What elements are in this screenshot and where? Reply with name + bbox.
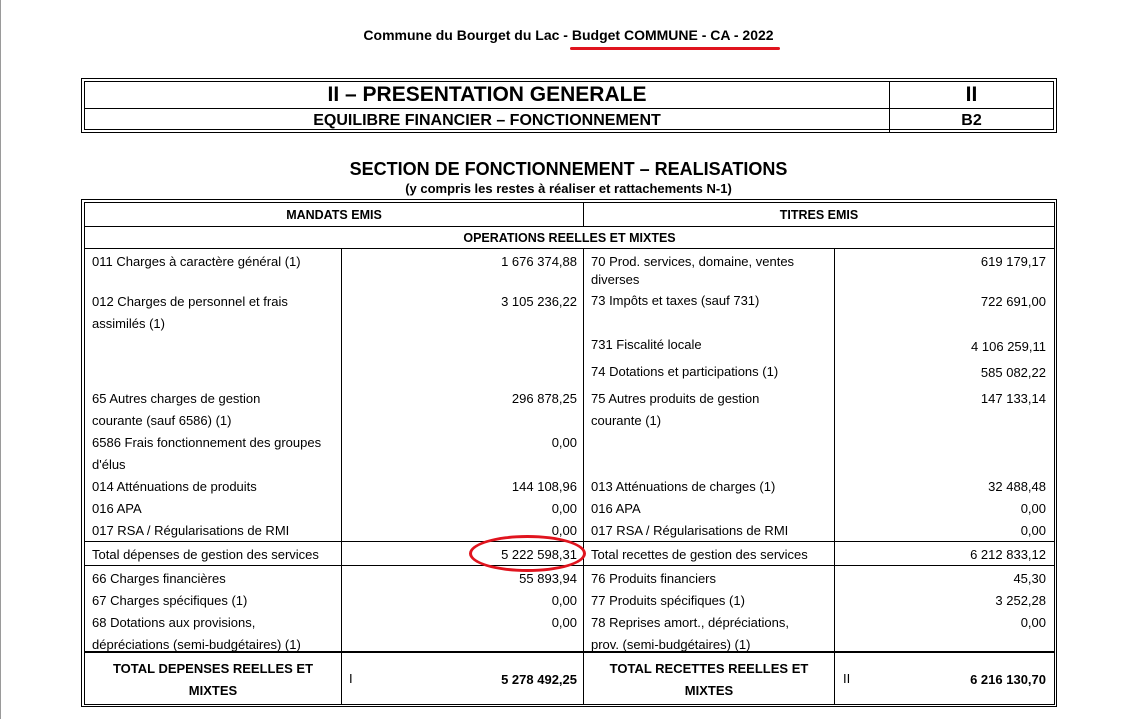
total-recettes-reelles-label-line2: MIXTES — [684, 683, 734, 698]
fonctionnement-table — [84, 202, 1055, 705]
total-recettes-reelles-value: 6 216 130,70 — [970, 672, 1046, 687]
left-item-value: 0,00 — [551, 593, 577, 608]
right-item-value: 147 133,14 — [980, 391, 1046, 406]
right-item-label-line2: prov. (semi-budgétaires) (1) — [591, 637, 751, 652]
left-item-value: 144 108,96 — [511, 479, 577, 494]
right-item-value: 3 252,28 — [995, 593, 1046, 608]
total-depenses-roman: I — [349, 671, 353, 686]
highlight-ellipse — [469, 535, 586, 572]
left-item-label: 017 RSA / Régularisations de RMI — [92, 523, 290, 538]
total-recettes-gestion-value: 6 212 833,12 — [970, 547, 1046, 562]
right-item-label: 78 Reprises amort., dépréciations, — [591, 615, 789, 630]
section-subtitle: (y compris les restes à réaliser et rattachements N-1) — [405, 181, 732, 196]
left-item-label: 67 Charges spécifiques (1) — [92, 593, 248, 608]
page-left-border — [0, 0, 1, 719]
right-item-value: 585 082,22 — [980, 365, 1046, 380]
left-item-value: 0,00 — [551, 523, 577, 538]
left-item-label-line2: courante (sauf 6586) (1) — [92, 413, 232, 428]
left-item-label-line2: dépréciations (semi-budgétaires) (1) — [92, 637, 301, 652]
document-title — [0, 26, 1137, 44]
right-item-label: 70 Prod. services, domaine, ventes — [591, 254, 795, 269]
left-item-label: 012 Charges de personnel et frais — [92, 294, 288, 309]
column-header-titres: TITRES EMIS — [779, 208, 859, 222]
right-item-label: 017 RSA / Régularisations de RMI — [591, 523, 789, 538]
right-item-value: 619 179,17 — [980, 254, 1046, 269]
rule — [834, 248, 835, 704]
total-recettes-gestion-label: Total recettes de gestion des services — [591, 547, 808, 562]
total-depenses-gestion-label: Total dépenses de gestion des services — [92, 547, 319, 562]
right-item-label: 75 Autres produits de gestion — [591, 391, 760, 406]
column-header-mandats: MANDATS EMIS — [286, 208, 382, 222]
right-item-value: 0,00 — [1020, 615, 1046, 630]
left-item-value: 1 676 374,88 — [501, 254, 577, 269]
right-item-value: 722 691,00 — [980, 294, 1046, 309]
rule — [341, 248, 342, 704]
left-item-value: 55 893,94 — [519, 571, 577, 586]
header-row-equilibre — [85, 109, 1053, 132]
total-depenses-reelles-label: TOTAL DEPENSES REELLES ET — [112, 661, 314, 676]
right-item-value: 32 488,48 — [988, 479, 1046, 494]
header-title-equilibre: EQUILIBRE FINANCIER – FONCTIONNEMENT — [85, 109, 890, 132]
header-code-b2: B2 — [961, 111, 982, 129]
left-item-label: 011 Charges à caractère général (1) — [92, 254, 301, 269]
header-box — [81, 78, 1057, 133]
header-inner-box — [84, 81, 1054, 130]
right-item-label: 013 Atténuations de charges (1) — [591, 479, 776, 494]
header-title-presentation: II – PRESENTATION GENERALE — [85, 82, 890, 108]
document-title-highlight: Budget COMMUNE - CA - 2022 — [571, 27, 774, 43]
right-item-label-line2: diverses — [591, 272, 640, 287]
left-item-value: 0,00 — [551, 435, 577, 450]
left-item-label-line2: d'élus — [92, 457, 126, 472]
right-item-label: 76 Produits financiers — [591, 571, 717, 586]
left-item-value: 3 105 236,22 — [501, 294, 577, 309]
subheader-operations: OPERATIONS REELLES ET MIXTES — [463, 231, 676, 245]
left-item-value: 296 878,25 — [511, 391, 577, 406]
left-item-label: 6586 Frais fonctionnement des groupes — [92, 435, 322, 450]
left-item-value: 0,00 — [551, 615, 577, 630]
left-item-label: 68 Dotations aux provisions, — [92, 615, 256, 630]
section-title: SECTION DE FONCTIONNEMENT – REALISATIONS — [349, 159, 788, 179]
left-item-label: 016 APA — [92, 501, 142, 516]
total-depenses-reelles-value: 5 278 492,25 — [501, 672, 577, 687]
right-item-label: 73 Impôts et taxes (sauf 731) — [591, 293, 760, 308]
right-item-value: 0,00 — [1020, 501, 1046, 516]
right-item-label-line2: courante (1) — [591, 413, 662, 428]
rule — [583, 248, 584, 704]
right-item-label: 731 Fiscalité locale — [591, 337, 702, 352]
total-depenses-gestion-value: 5 222 598,31 — [501, 547, 577, 562]
total-recettes-reelles-label: TOTAL RECETTES REELLES ET — [609, 661, 809, 676]
left-item-label: 014 Atténuations de produits — [92, 479, 257, 494]
right-item-label: 77 Produits spécifiques (1) — [591, 593, 745, 608]
right-item-value: 4 106 259,11 — [971, 339, 1046, 354]
header-row-presentation — [85, 82, 1053, 109]
total-recettes-roman: II — [843, 671, 851, 686]
right-item-label: 74 Dotations et participations (1) — [591, 364, 779, 379]
left-item-label-line2: assimilés (1) — [92, 316, 165, 331]
left-item-label: 65 Autres charges de gestion — [92, 391, 261, 406]
right-item-value: 45,30 — [1013, 571, 1046, 586]
left-item-label: 66 Charges financières — [92, 571, 226, 586]
right-item-value: 0,00 — [1020, 523, 1046, 538]
total-depenses-reelles-label-line2: MIXTES — [188, 683, 238, 698]
left-item-value: 0,00 — [551, 501, 577, 516]
right-item-label: 016 APA — [591, 501, 641, 516]
document-title-prefix: Commune du Bourget du Lac - — [363, 27, 572, 43]
header-code-ii: II — [965, 83, 978, 106]
